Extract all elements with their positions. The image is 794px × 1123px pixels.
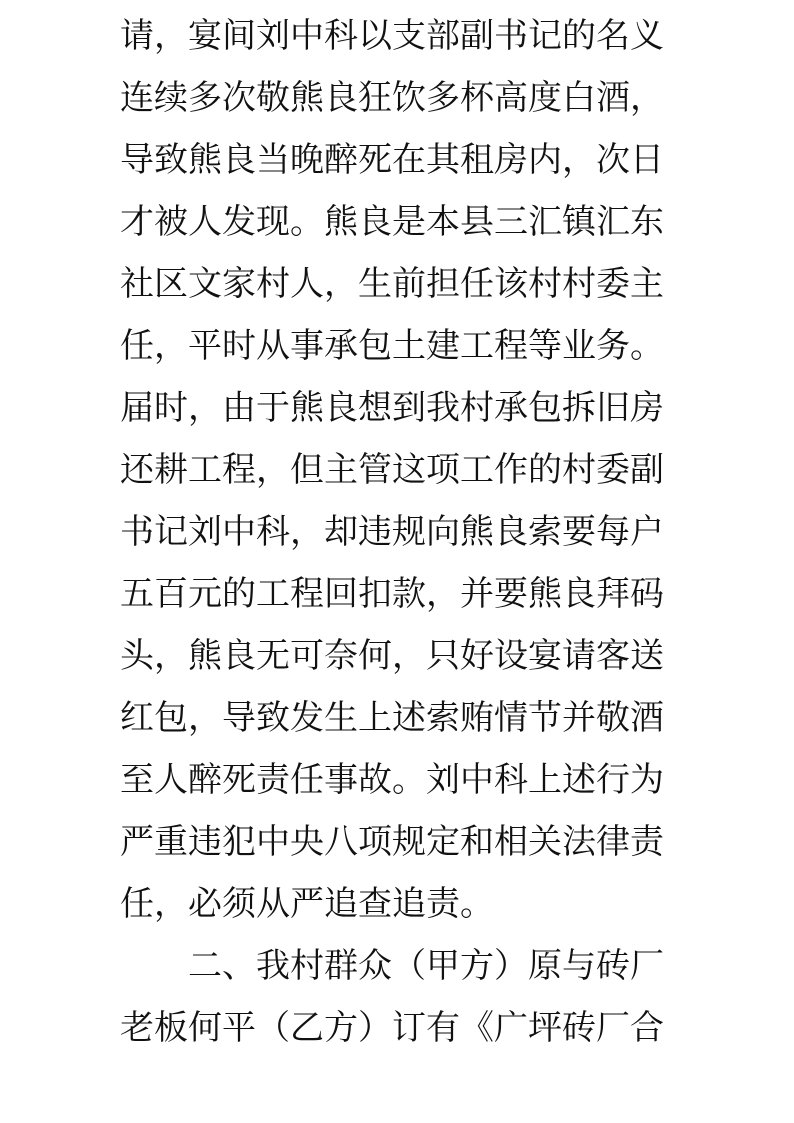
text-line-4: 才被人发现。熊良是本县三汇镇汇东 — [120, 202, 664, 242]
text-line-6: 任，平时从事承包土建工程等业务。 — [120, 326, 664, 366]
body-text — [120, 5, 680, 1059]
text-line-8: 还耕工程，但主管这项工作的村委副 — [120, 450, 664, 490]
text-line-7: 届时，由于熊良想到我村承包拆旧房 — [120, 388, 664, 428]
text-line-13: 至人醉死责任事故。刘中科上述行为 — [120, 760, 664, 800]
text-line-12: 红包，导致发生上述索贿情节并敬酒 — [120, 698, 664, 738]
text-line-11: 头，熊良无可奈何，只好设宴请客送 — [120, 636, 664, 676]
text-line-9: 书记刘中科，却违规向熊良索要每户 — [120, 512, 664, 552]
text-line-14: 严重违犯中央八项规定和相关法律责 — [120, 822, 664, 862]
text-line-1: 请，宴间刘中科以支部副书记的名义 — [120, 16, 664, 56]
text-line-2: 连续多次敬熊良狂饮多杯高度白酒， — [120, 78, 664, 118]
text-line-17: 老板何平（乙方）订有《广坪砖厂合 — [120, 1008, 664, 1048]
text-line-16: 二、我村群众（甲方）原与砖厂 — [188, 946, 664, 986]
text-line-15: 任，必须从严追查追责。 — [120, 884, 494, 924]
text-line-10: 五百元的工程回扣款，并要熊良拜码 — [120, 574, 664, 614]
text-line-3: 导致熊良当晚醉死在其租房内，次日 — [120, 140, 664, 180]
text-line-5: 社区文家村人，生前担任该村村委主 — [120, 264, 664, 304]
